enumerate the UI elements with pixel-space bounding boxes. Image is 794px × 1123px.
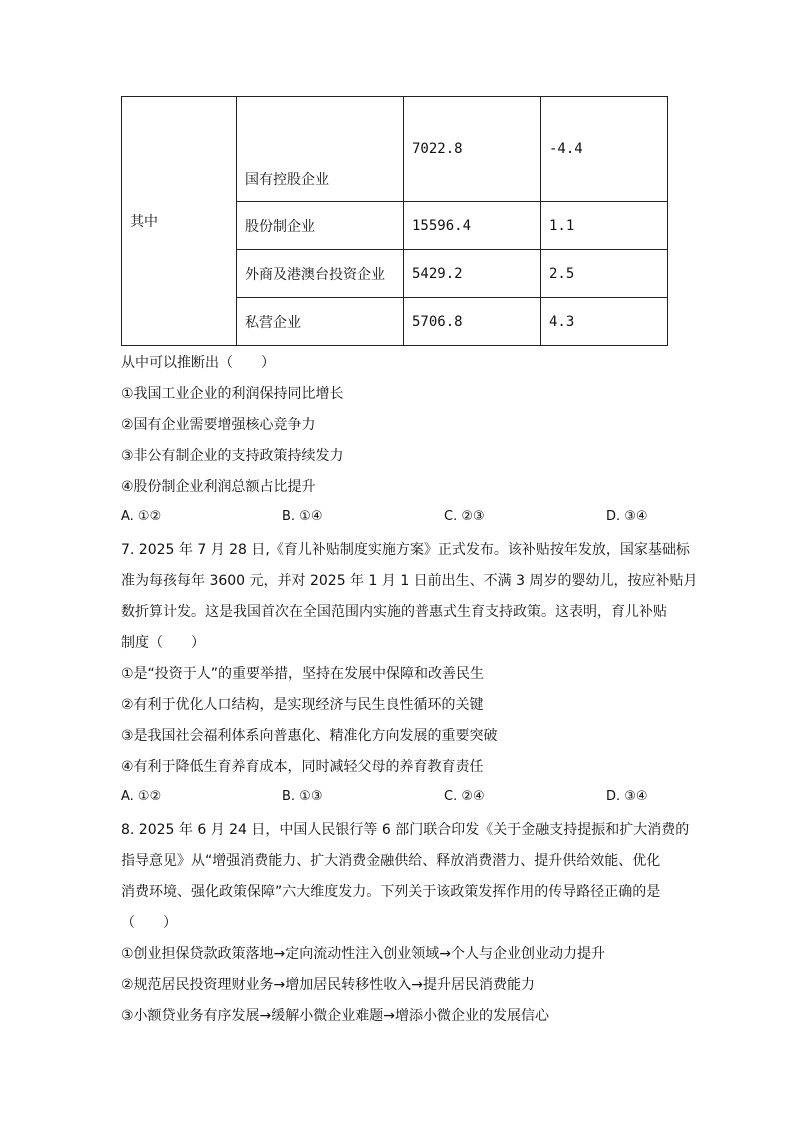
profit-table — [121, 96, 668, 346]
row-value: 15596.4 — [404, 202, 541, 250]
q6-stem: 从中可以推断出（ ） — [121, 355, 275, 371]
row-value: 5706.8 — [404, 298, 541, 346]
row-value: 5429.2 — [404, 250, 541, 298]
row-name: 股份制企业 — [237, 202, 404, 250]
q7-option-d[interactable]: D. ③④ — [606, 789, 648, 804]
q6-item: ②国有企业需要增强核心竞争力 — [121, 417, 316, 433]
q7-item: ④有利于降低生育养育成本，同时减轻父母的养育教育责任 — [121, 759, 484, 775]
q7-option-a[interactable]: A. ①② — [121, 789, 162, 804]
q8-stem-line: （ ） — [121, 915, 177, 931]
q7-stem-line: 制度（ ） — [121, 635, 205, 651]
q7-option-c[interactable]: C. ②④ — [444, 789, 485, 804]
q7-stem-line: 准为每孩每年 3600 元，并对 2025 年 1 月 1 日前出生、不满 3 周岁的婴幼儿，按应补贴月 — [121, 573, 698, 589]
q6-option-b[interactable]: B. ①④ — [282, 509, 323, 524]
q6-item: ④股份制企业利润总额占比提升 — [121, 479, 316, 495]
q6-option-d[interactable]: D. ③④ — [606, 509, 648, 524]
q7-item: ②有利于优化人口结构，是实现经济与民生良性循环的关键 — [121, 697, 484, 713]
q7-stem-line: 数折算计发。这是我国首次在全国范围内实施的普惠式生育支持政策。这表明，育儿补贴 — [121, 604, 667, 620]
q8-item: ②规范居民投资理财业务→增加居民转移性收入→提升居民消费能力 — [121, 977, 536, 993]
row-change: -4.4 — [541, 97, 668, 202]
row-value: 7022.8 — [404, 97, 541, 202]
row-change: 1.1 — [541, 202, 668, 250]
q6-option-a[interactable]: A. ①② — [121, 509, 162, 524]
q8-item: ③小额贷业务有序发展→缓解小微企业难题→增添小微企业的发展信心 — [121, 1008, 550, 1024]
q8-item: ①创业担保贷款政策落地→定向流动性注入创业领域→个人与企业创业动力提升 — [121, 946, 606, 962]
q6-option-c[interactable]: C. ②③ — [444, 509, 485, 524]
row-change: 2.5 — [541, 250, 668, 298]
q6-item: ①我国工业企业的利润保持同比增长 — [121, 386, 344, 402]
row-name: 私营企业 — [237, 298, 404, 346]
row-name: 外商及港澳台投资企业 — [237, 250, 404, 298]
row-name: 国有控股企业 — [237, 97, 404, 202]
q8-stem-line: 指导意见》从“增强消费能力、扩大消费金融供给、释放消费潜力、提升供给效能、优化 — [121, 853, 661, 869]
q6-item: ③非公有制企业的支持政策持续发力 — [121, 448, 344, 464]
group-label-cell: 其中 — [122, 97, 237, 346]
q7-item: ①是“投资于人”的重要举措，坚持在发展中保障和改善民生 — [121, 666, 485, 682]
q7-option-b[interactable]: B. ①③ — [282, 789, 323, 804]
q8-stem-line: 8. 2025 年 6 月 24 日，中国人民银行等 6 部门联合印发《关于金融支持提振和扩大消费的 — [121, 822, 690, 838]
row-change: 4.3 — [541, 298, 668, 346]
q8-stem-line: 消费环境、强化政策保障”六大维度发力。下列关于该政策发挥作用的传导路径正确的是 — [121, 884, 661, 900]
q7-item: ③是我国社会福利体系向普惠化、精准化方向发展的重要突破 — [121, 728, 498, 744]
q7-stem-line: 7. 2025 年 7 月 28 日,《育儿补贴制度实施方案》正式发布。该补贴按年发放，国家基础标 — [121, 542, 690, 558]
